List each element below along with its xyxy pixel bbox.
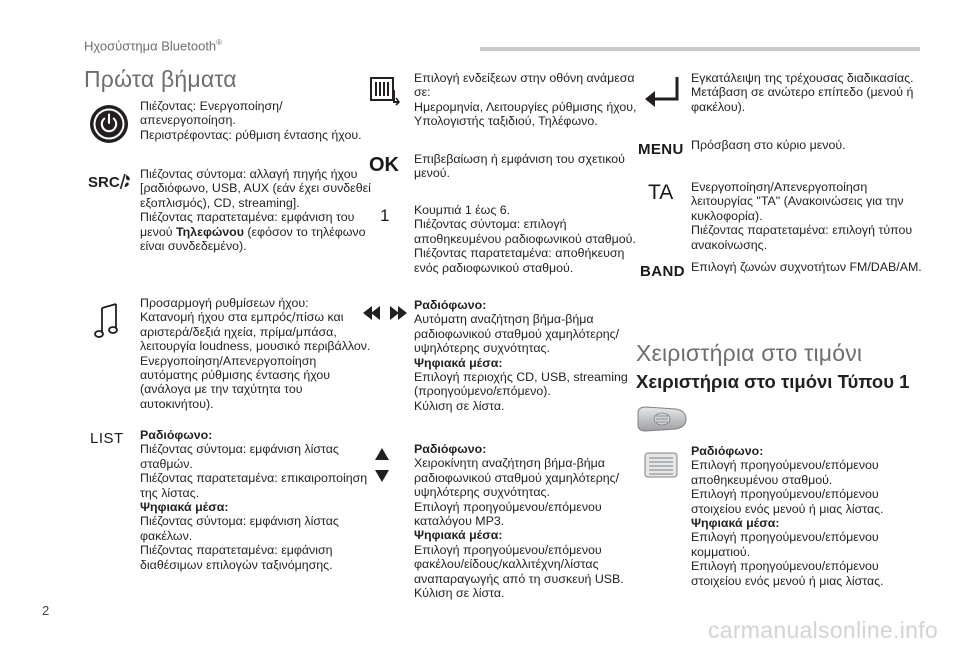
- display-description: Επιλογή ενδείξεων στην οθόνη ανάμεσα σε: Ημερομηνία, Λειτουργίες ρύθμισης ήχου, Υπολογιστής ταξιδιού, Τηλέφωνο.: [414, 71, 637, 129]
- back-arrow-icon: [643, 75, 683, 109]
- thumbwheel-icon: [644, 452, 678, 478]
- src-phone-icon: [88, 171, 132, 191]
- menu-label: MENU: [638, 141, 684, 158]
- src-description: Πιέζοντας σύντομα: αλλαγή πηγής ήχου [ραδιόφωνο, USB, AUX (εάν έχει συνδεθεί εξοπλισμός), CD, streaming]. Πιέζοντας παρατεταμένα: εμφάνιση του μενού Τηλεφώνου (εφόσον το τηλέφωνο είναι συνδεδεμένο).: [140, 167, 371, 254]
- back-description: Εγκατάλειψη της τρέχουσας διαδικασίας. Μετάβαση σε ανώτερο επίπεδο (μενού ή φακέλου).: [691, 71, 914, 114]
- ta-label: TA: [648, 181, 674, 204]
- thumbwheel-description: Ραδιόφωνο: Επιλογή προηγούμενου/επόμενου αποθηκευμένου σταθμού. Επιλογή προηγούμενου/επόμενου στοιχείου ενός μενού ή μιας λίστας. Ψηφιακά μέσα: Επιλογή προηγούμενου/επόμενου κομματιού. Επιλογή προηγούμενου/επόμενου στοιχείου ενός μενού ή μιας λίστας.: [691, 444, 884, 588]
- section-title-first-steps: Πρώτα βήματα: [84, 66, 237, 92]
- header-title: Ηχοσύστημα Bluetooth®: [84, 38, 223, 54]
- registered-mark: ®: [216, 38, 223, 47]
- music-note-icon: [94, 302, 120, 342]
- watermark: carmanualsonline.info: [707, 617, 938, 643]
- ta-description: Ενεργοποίηση/Απενεργοποίηση λειτουργίας "TA" (Ανακοινώσεις για την κυκλοφορία). Πιέζοντας παρατεταμένα: επιλογή τύπου ανακοίνωσης.: [691, 180, 913, 252]
- band-description: Επιλογή ζωνών συχνοτήτων FM/DAB/AM.: [691, 260, 922, 274]
- seek-arrows-icon: [363, 305, 407, 321]
- up-down-arrows-icon: [374, 448, 390, 482]
- src-label: SRC: [88, 174, 120, 191]
- band-label: BAND: [640, 263, 685, 280]
- menu-description: Πρόσβαση στο κύριο μενού.: [691, 138, 846, 152]
- steering-stalk-illustration: [636, 405, 688, 433]
- power-knob-icon: [88, 103, 130, 145]
- section-title-wheel-controls: Χειριστήρια στο τιμόνι: [636, 340, 863, 366]
- header-divider: [480, 47, 920, 51]
- ok-label: OK: [369, 154, 399, 176]
- page-number: 2: [42, 603, 50, 618]
- ok-description: Επιβεβαίωση ή εμφάνιση του σχετικού μενού.: [414, 152, 625, 181]
- seek-description: Ραδιόφωνο: Αυτόματη αναζήτηση βήμα-βήμα ραδιοφωνικού σταθμού χαμηλότερης/ υψηλότερης συχνότητας. Ψηφιακά μέσα: Επιλογή περιοχής CD, USB, streaming (προηγούμενο/επόμενο). Κύλιση σε λίστα.: [414, 298, 628, 413]
- list-description: Ραδιόφωνο: Πιέζοντας σύντομα: εμφάνιση λίστας σταθμών. Πιέζοντας παρατεταμένα: επικαιροποίηση της λίστας. Ψηφιακά μέσα: Πιέζοντας σύντομα: εμφάνιση λίστας φακέλων. Πιέζοντας παρατεταμένα: εμφάνιση διαθέσιμων επιλογών ταξινόμησης.: [140, 428, 368, 572]
- audio-settings-description: Προσαρμογή ρυθμίσεων ήχου: Κατανομή ήχου στα εμπρός/πίσω και αριστερά/δεξιά ηχεία, πρίμα/μπάσα, λειτουργία loudness, μουσικό περιβάλλον. Ενεργοποίηση/Απενεργοποίηση αυτόματης ρύθμισης έντασης ήχου (ανάλογα με την ταχύτητα του αυτοκινήτου).: [140, 296, 371, 411]
- presets-description: Κουμπιά 1 έως 6. Πιέζοντας σύντομα: επιλογή αποθηκευμένου ραδιοφωνικού σταθμού. Πιέζοντας παρατεταμένα: αποθήκευση ενός ραδιοφωνικού σταθμού.: [414, 203, 636, 275]
- list-label: LIST: [90, 430, 124, 447]
- power-description: Πιέζοντας: Ενεργοποίηση/ απενεργοποίηση. Περιστρέφοντας: ρύθμιση έντασης ήχου.: [140, 99, 362, 142]
- display-icon: [366, 76, 402, 108]
- preset-one-label: 1: [380, 206, 390, 225]
- subsection-title-type1: Χειριστήρια στο τιμόνι Τύπου 1: [636, 371, 910, 392]
- up-down-description: Ραδιόφωνο: Χειροκίνητη αναζήτηση βήμα-βήμα ραδιοφωνικού σταθμού χαμηλότερης/ υψηλότερης συχνότητας. Επιλογή προηγούμενου/επόμενου καταλόγου MP3. Ψηφιακά μέσα: Επιλογή προηγούμενου/επόμενου φακέλου/είδους/καλλιτέχνη/λίστας αναπαραγωγής από τη συσκευή USB. Κύλιση σε λίστα.: [414, 442, 624, 601]
